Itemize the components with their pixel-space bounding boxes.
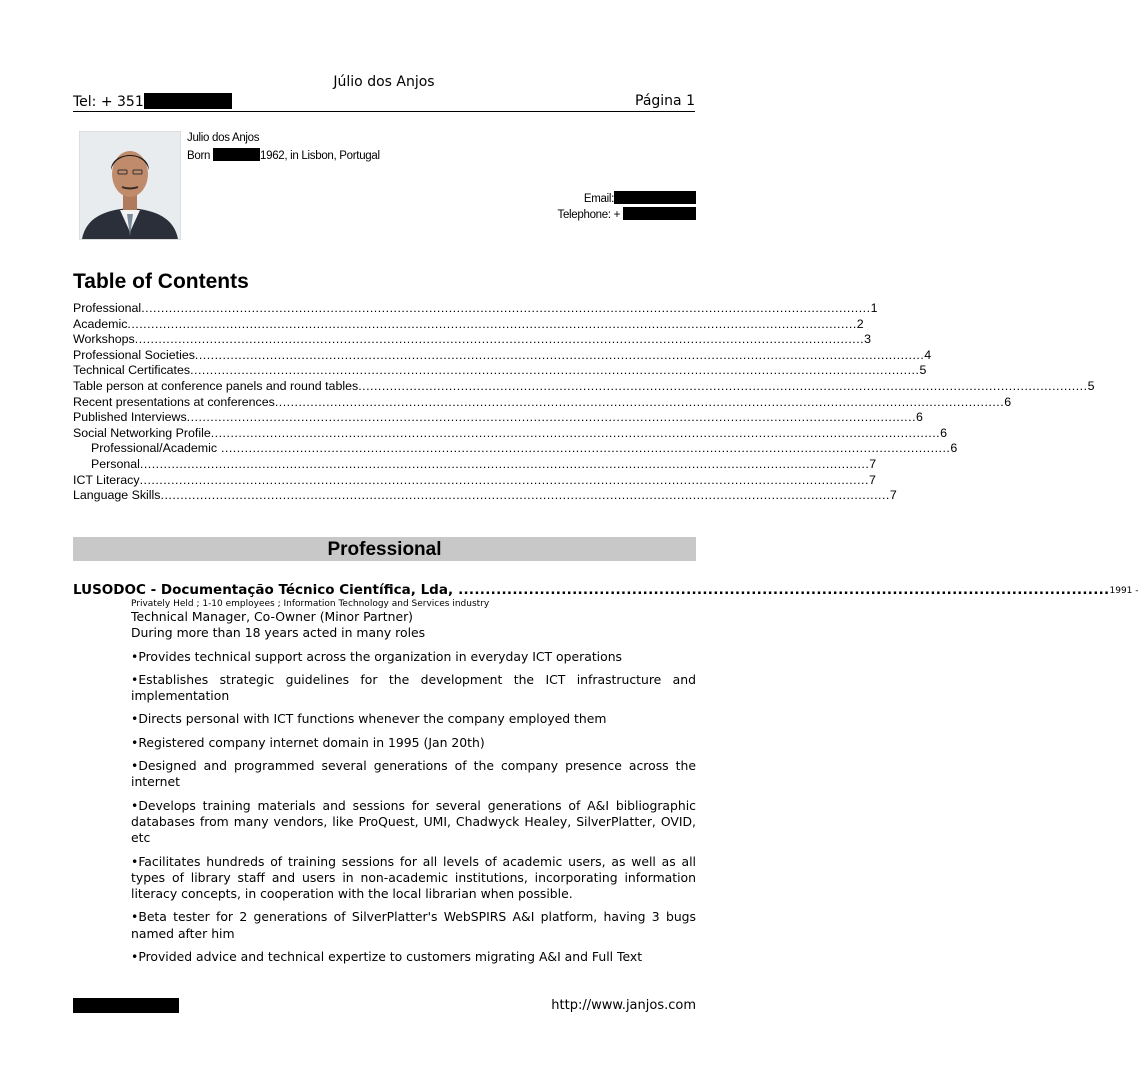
bullet-item: • Establishes strategic guidelines for the development the ICT infrastructure and implementation — [131, 672, 696, 705]
toc-entry-professional[interactable]: Professional ......................................................................................................................................................................................... 1 — [73, 301, 878, 315]
profile-photo — [79, 131, 181, 240]
toc-entry-recent-presentations[interactable]: Recent presentations at conferences ......................................................................................................................................................................................... 6 — [73, 394, 1012, 409]
bullet-item: • Facilitates hundreds of training sessions for all levels of academic users, as well as all types of library staff and users in non-academic institutions, incorporating information literacy concepts, in cooperation with the local librarian when possible. — [131, 854, 696, 903]
header-telephone — [73, 93, 232, 110]
toc-entry-published-interviews[interactable]: Published Interviews ......................................................................................................................................................................................... 6 — [73, 410, 923, 425]
toc-entry-workshops[interactable]: Workshops ......................................................................................................................................................................................... 3 — [73, 332, 872, 347]
born-prefix: Born — [187, 150, 211, 162]
bullet-item: • Develops training materials and sessions for several generations of A&I bibliographic databases from many vendors, like ProQuest, UMI, Chadwyck Healey, SilverPlatter, OVID, etc — [131, 798, 696, 847]
profile-birth — [187, 148, 380, 162]
footer-redaction-block — [73, 998, 179, 1013]
portrait-image — [80, 132, 180, 239]
toc-entry-conference-panels[interactable]: Table person at conference panels and round tables ......................................................................................................................................................................................... 5 — [73, 378, 1095, 393]
footer-website-link[interactable]: http://www.janjos.com — [551, 998, 696, 1013]
section-heading-professional: Professional — [73, 537, 696, 561]
toc-entry-social-networking[interactable]: Social Networking Profile ......................................................................................................................................................................................... 6 — [73, 425, 948, 440]
bullet-item: • Provides technical support across the organization in everyday ICT operations — [131, 649, 696, 665]
toc-list — [73, 301, 1095, 504]
job-year: 1991 - — [1109, 586, 1139, 596]
toc-entry-personal[interactable]: Personal ......................................................................................................................................................................................... 7 — [91, 456, 877, 471]
profile-email — [584, 191, 696, 205]
bullet-item: • Directs personal with ICT functions whenever the company employed them — [131, 711, 696, 727]
bullet-item: • Designed and programmed several generations of the company presence across the internet — [131, 758, 696, 791]
profile-name: Julio dos Anjos — [187, 132, 260, 144]
redaction-block — [213, 148, 260, 161]
redaction-block — [144, 93, 232, 109]
header-page-number: Página 1 — [635, 93, 695, 109]
telephone-label: Telephone: + — [557, 209, 621, 221]
born-suffix: 1962, in Lisbon, Portugal — [260, 150, 380, 162]
toc-entry-professional-societies[interactable]: Professional Societies ......................................................................................................................................................................................... 4 — [73, 347, 932, 362]
header-tel-label: Tel: + 351 — [73, 94, 144, 110]
profile-telephone — [558, 207, 697, 221]
email-label: Email: — [583, 193, 614, 205]
header-bar — [73, 91, 695, 112]
toc-entry-technical-certificates[interactable]: Technical Certificates ......................................................................................................................................................................................... 5 — [73, 363, 927, 378]
bullet-item: • Provided advice and technical expertize to customers migrating A&I and Full Text — [131, 949, 696, 965]
job-role: Technical Manager, Co-Owner (Minor Partner) — [131, 609, 413, 624]
job-details — [131, 609, 696, 972]
redaction-block — [614, 191, 696, 204]
toc-entry-academic[interactable]: Academic ......................................................................................................................................................................................... 2 — [73, 316, 864, 331]
toc-entry-professional-academic[interactable]: Professional/Academic ......................................................................................................................................................................................... 6 — [91, 441, 958, 456]
bullet-item: • Beta tester for 2 generations of SilverPlatter's WebSPIRS A&I platform, having 3 bugs named after him — [131, 909, 696, 942]
toc-entry-ict-literacy[interactable]: ICT Literacy ......................................................................................................................................................................................... 7 — [73, 472, 876, 487]
toc-heading: Table of Contents — [73, 270, 249, 293]
bullet-item: • Registered company internet domain in 1995 (Jan 20th) — [131, 735, 696, 751]
header-author-name: Júlio dos Anjos — [333, 74, 435, 90]
company-name: LUSODOC - Documentação Técnico Científica, Lda, — [73, 582, 454, 598]
job-duration: During more than 18 years acted in many roles — [131, 625, 426, 641]
company-meta: Privately Held ; 1-10 employees ; Information Technology and Services industry — [131, 599, 490, 609]
toc-entry-language-skills[interactable]: Language Skills ......................................................................................................................................................................................... 7 — [73, 488, 897, 503]
job-company: LUSODOC - Documentação Técnico Científica, Lda, ........................................................................................................................ 1991 - — [73, 582, 1139, 598]
redaction-block — [623, 207, 696, 220]
